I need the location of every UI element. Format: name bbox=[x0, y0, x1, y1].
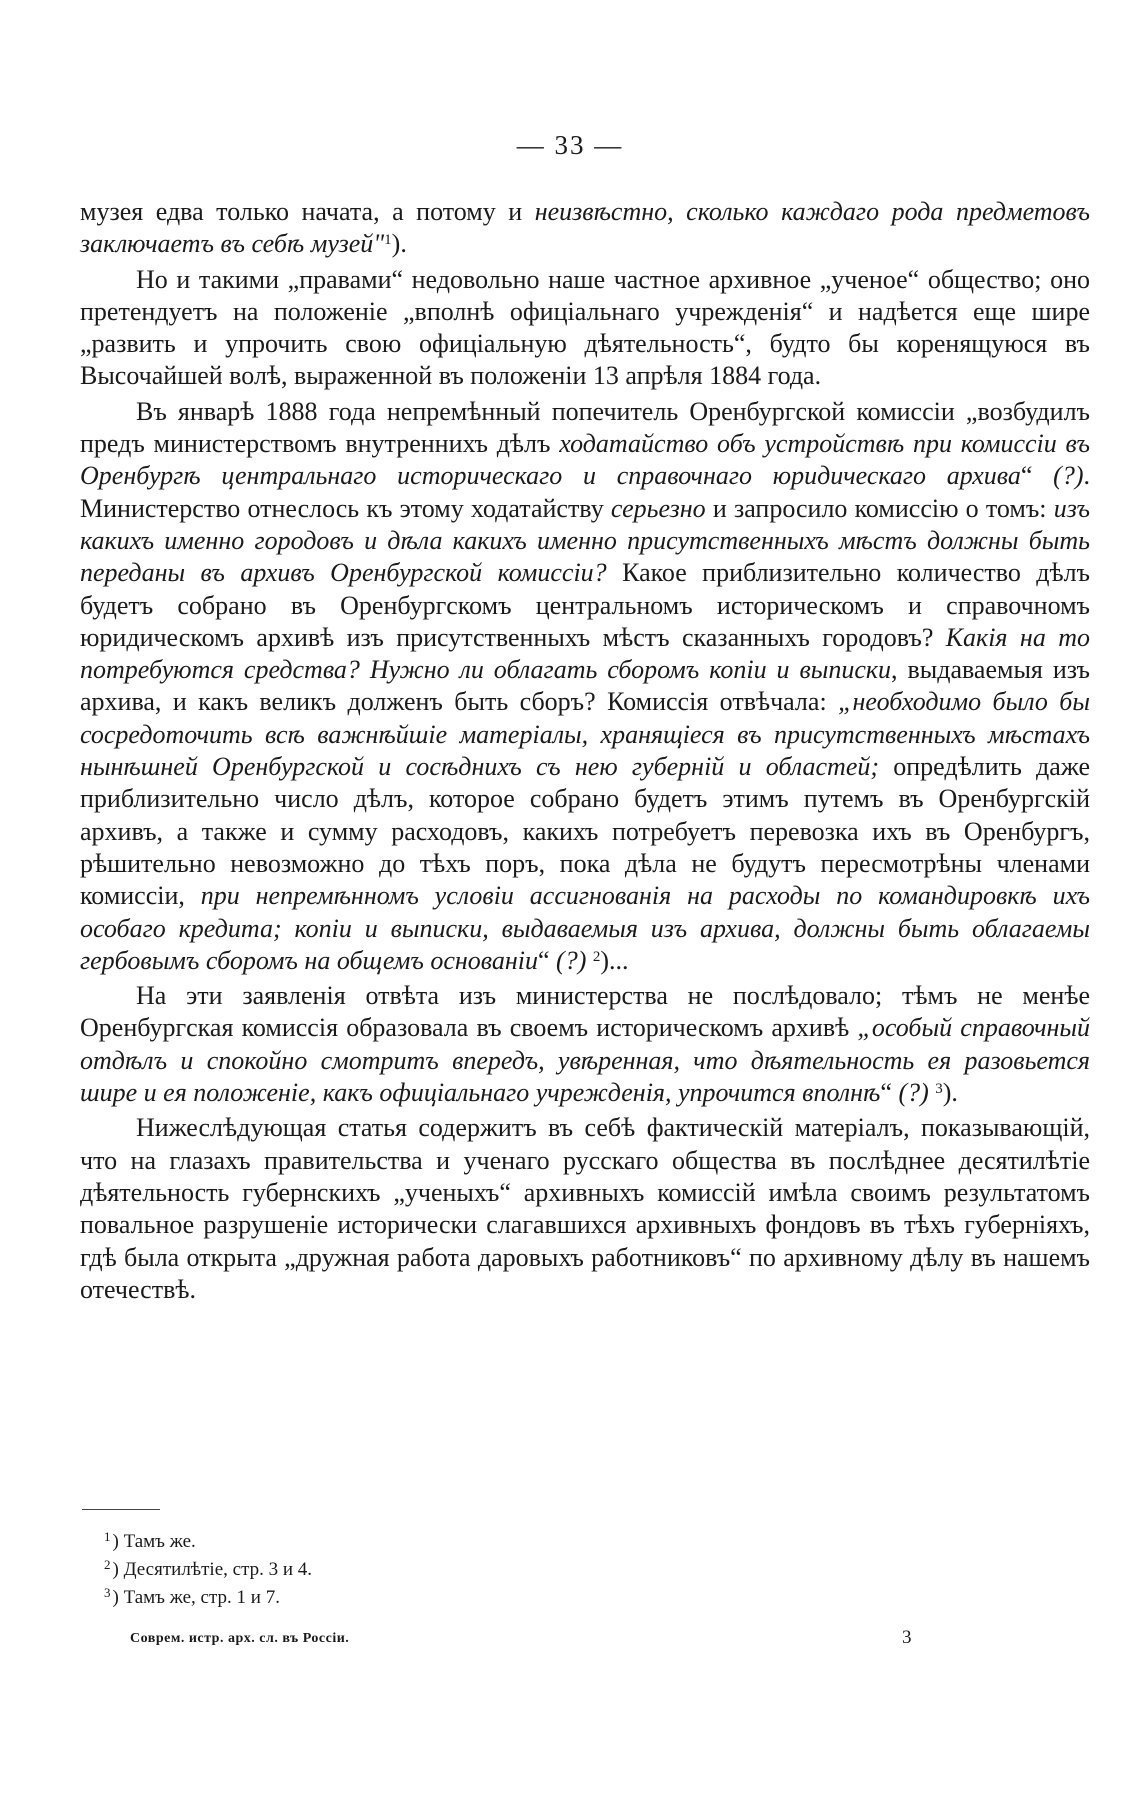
footnote-ref: 3 bbox=[935, 1081, 943, 1098]
text-run: “ bbox=[1020, 461, 1054, 491]
footnote-1 bbox=[104, 1528, 804, 1556]
footnote-mark: 3 bbox=[104, 1585, 111, 1600]
italic-run: (?) bbox=[556, 945, 587, 975]
text-run: опредѣлить даже приблизительно число дѣлъ, которое собрано будетъ этимъ путемъ въ Оренбургскій архивъ, а также и сумму расходовъ, какихъ потребуетъ перевозка ихъ въ Оренбургъ, рѣшительно невозможно до тѣхъ поръ, пока дѣла не будутъ пересмотрѣны членами комиссіи, bbox=[80, 752, 1090, 911]
italic-run: (?) bbox=[898, 1078, 929, 1108]
italic-run: неизвѣстно, сколько каждаго рода предметовъ заключаетъ въ себѣ музей" bbox=[80, 197, 1090, 259]
footnote-mark: 2 bbox=[104, 1557, 111, 1572]
printer-signature: Соврем. истр. арх. сл. въ Россіи. bbox=[130, 1631, 350, 1646]
body-text bbox=[80, 196, 1090, 1306]
text-run: “ bbox=[537, 945, 557, 975]
paragraph-1 bbox=[80, 196, 1090, 261]
text-run: музея едва только начата, а потому и bbox=[80, 197, 535, 226]
italic-run: „необходимо было бы сосредоточить всѣ важнѣйшіе матеріалы, хранящіеся въ присутственныхъ мѣстахъ нынѣшней Оренбургской и сосѣднихъ съ нею губерній и областей; bbox=[80, 687, 1090, 782]
paragraph-3 bbox=[80, 396, 1090, 977]
italic-run: серьезно bbox=[610, 493, 706, 523]
footnote-divider bbox=[82, 1509, 160, 1510]
text-run: ). bbox=[391, 229, 407, 259]
footnote-ref: 2 bbox=[592, 948, 601, 965]
footnote-text: ) Десятилѣтіе, стр. 3 и 4. bbox=[112, 1559, 313, 1580]
page-number: — 33 — bbox=[516, 130, 624, 160]
text-run: Въ январѣ 1888 года непремѣнный попечитель Оренбургской комиссіи „возбудилъ предъ министерствомъ внутреннихъ дѣлъ bbox=[80, 396, 1090, 459]
footnote-mark: 1 bbox=[104, 1529, 111, 1544]
italic-run: (?) bbox=[1053, 461, 1084, 491]
italic-run: ходатайство объ устройствѣ при комиссіи въ Оренбургѣ центральнаго историческаго и справочнаго юридическаго архива bbox=[80, 429, 1090, 491]
text-run: На эти заявленія отвѣта изъ министерства не послѣдовало; тѣмъ не менѣе Оренбургская комиссія образовала въ своемъ историческомъ архивѣ bbox=[80, 981, 1090, 1043]
footnote-text: ) Тамъ же, стр. 1 и 7. bbox=[112, 1587, 280, 1608]
italic-run: изъ какихъ именно городовъ и дѣла какихъ именно присутственныхъ мѣстъ должны быть переданы въ архивъ Оренбургской комиссіи? bbox=[80, 493, 1090, 588]
text-run: . Министерство отнеслось къ этому ходатайству bbox=[80, 461, 1090, 523]
footnote-2 bbox=[104, 1556, 804, 1584]
text-run: и запросило комиссію о томъ: bbox=[705, 493, 1054, 523]
italic-run: Какія на то потребуются средства? Нужно ли облагать сборомъ копіи и выписки bbox=[80, 622, 1090, 685]
paragraph-4 bbox=[80, 980, 1090, 1109]
footnote-text: ) Тамъ же. bbox=[112, 1531, 196, 1552]
text-run: Какое приблизительно количество дѣлъ будетъ собрано въ Оренбургскомъ центральномъ историческомъ и справочномъ юридическомъ архивѣ изъ присутственныхъ мѣстъ сказанныхъ городовъ? bbox=[80, 558, 1090, 652]
text-run: )... bbox=[600, 945, 629, 975]
text-run: Нижеслѣдующая статья содержитъ въ себѣ фактическій матеріалъ, показывающій, что на глазахъ правительства и ученаго русскаго общества въ послѣднее десятилѣтіе дѣятельность губернскихъ „ученыхъ“ архивныхъ комиссій имѣла своимъ результатомъ повальное разрушеніе исторически слагавшихся архивныхъ фондовъ въ тѣхъ губерніяхъ, гдѣ была открыта „дружная работа даровыхъ работниковъ“ по архивному дѣлу въ нашемъ отечествѣ. bbox=[80, 1113, 1090, 1304]
text-run: “ bbox=[880, 1078, 899, 1108]
italic-run: при непремѣнномъ условіи ассигнованія на расходы по командировкѣ ихъ особаго кредита; копіи и выписки, выдаваемыя изъ архива, должны быть облагаемы гербовымъ сборомъ на общемъ основаніи bbox=[80, 881, 1090, 975]
text-run: ). bbox=[942, 1078, 958, 1108]
signature-number: 3 bbox=[902, 1627, 912, 1648]
footnote-ref: 1 bbox=[384, 232, 392, 249]
italic-run: „особый справочный отдѣлъ и спокойно смотритъ впередъ, увѣренная, что дѣятельность ея разовьется шире и ея положеніе, какъ офиціальнаго учрежденія, упрочится вполнѣ bbox=[80, 1013, 1090, 1108]
footnotes bbox=[104, 1528, 804, 1612]
text-run: , выдаваемыя изъ архива, и какъ великъ долженъ быть сборъ? Комиссія отвѣчала: bbox=[80, 655, 1091, 717]
paragraph-2 bbox=[80, 264, 1090, 393]
footnote-3 bbox=[104, 1584, 804, 1612]
text-run: Но и такими „правами“ недовольно наше частное архивное „ученое“ общество; оно претендуетъ на положеніе „вполнѣ офиціальнаго учрежденія“ и надѣется еще шире „развить и упрочить свою офиціальную дѣятельность“, будто бы коренящуюся въ Высочайшей волѣ, выраженной въ положеніи 13 апрѣля 1884 года. bbox=[80, 264, 1090, 391]
paragraph-5 bbox=[80, 1112, 1090, 1306]
